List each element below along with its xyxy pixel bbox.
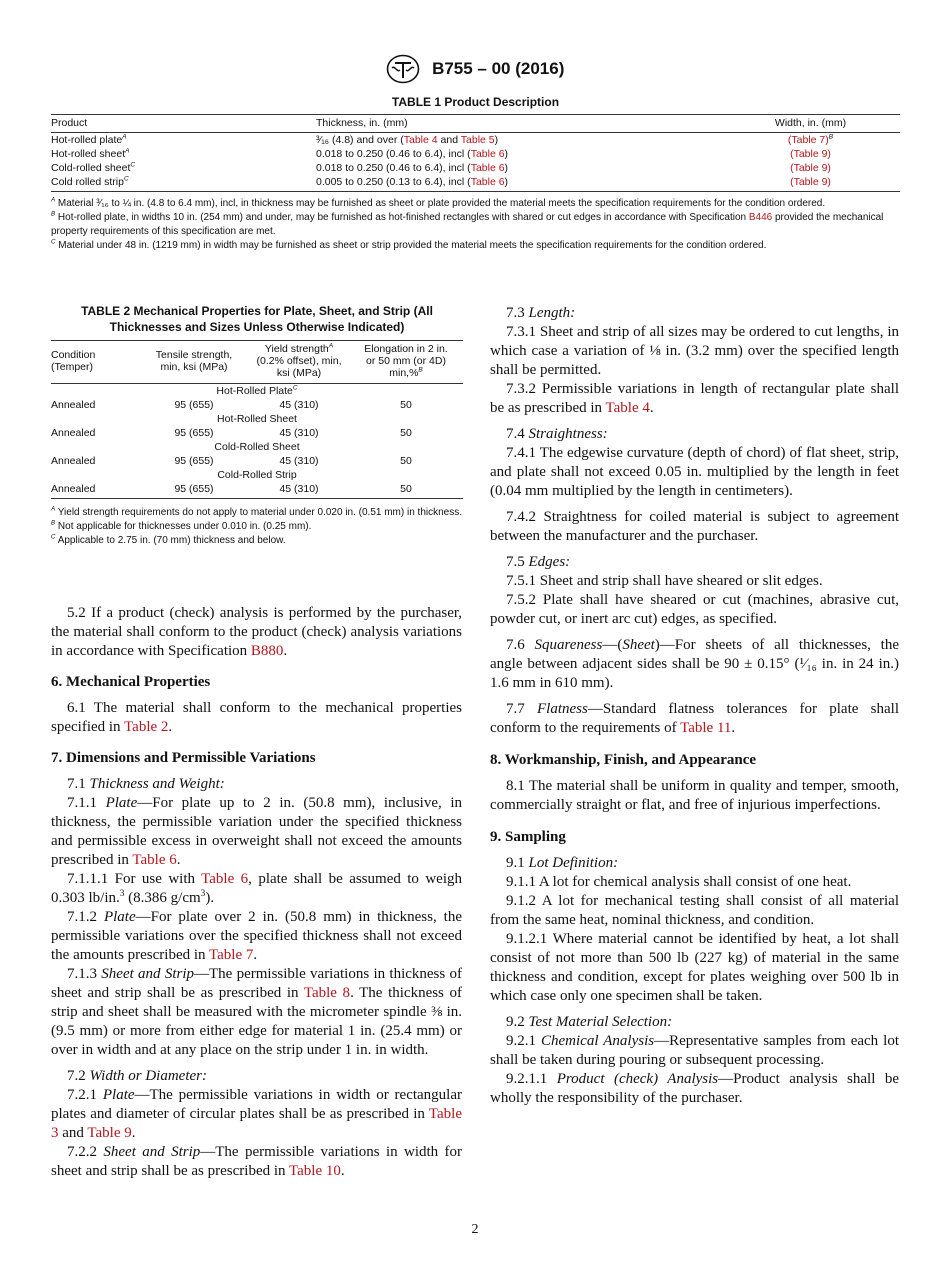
column-header-tensile: Tensile strength, min, ksi (MPa): [139, 341, 249, 384]
column-header-width: Width, in. (mm): [721, 115, 900, 133]
footnote-b: $^B$ Hot-rolled plate, in widths 10 in. (254 mm) and under, may be furnished as hot-finished rectangles with shared or cut edges in accordance with Specification B446 provided the mechanical property requirements of this specification are met.: [51, 210, 884, 237]
table-9-link[interactable]: Table 9: [793, 176, 828, 188]
footnote-a: $^A$ Yield strength requirements do not apply to material under 0.020 in. (0.51 mm) in thickness.: [51, 505, 463, 518]
table-row: Annealed 95 (655) 45 (310) 50: [51, 427, 412, 439]
paragraph-7-4: 7.4 Straightness:: [506, 426, 608, 442]
thickness-cell: ³⁄₁₆ (4.8) and over (Table 4 and Table 5): [316, 134, 499, 146]
astm-logo-icon: [386, 54, 420, 84]
paragraph-7-2: 7.2 Width or Diameter:: [67, 1068, 207, 1084]
table-9-link[interactable]: Table 9: [793, 162, 828, 174]
paragraph-5-2: 5.2 If a product (check) analysis is performed by the purchaser, the material shall conform to the product (check) analysis variations in accordance with Specification B880.: [51, 605, 462, 659]
page-number: 2: [471, 1222, 479, 1237]
mechanical-properties-table: [51, 340, 463, 499]
table2-header-row: [51, 341, 463, 384]
paragraph-7-3: 7.3 Length:: [506, 305, 576, 321]
b446-link[interactable]: B446: [748, 212, 773, 223]
table-8-link[interactable]: Table 8: [303, 985, 351, 1001]
table-2-link[interactable]: Table 2: [124, 719, 169, 735]
table-row: [51, 147, 900, 161]
paragraph-7-1-2: 7.1.2 Plate—For plate over 2 in. (50.8 mm) in thickness, the permissible variations over the specified thickness shall not exceed the amounts prescribed in Table 7.: [51, 909, 463, 963]
right-column: [490, 304, 899, 1108]
group-heading-row: Hot-Rolled Plate$^C$: [216, 384, 298, 397]
paragraph-9-1-1: 9.1.1 A lot for chemical analysis shall consist of one heat.: [506, 874, 852, 890]
section-heading-7: 7. Dimensions and Permissible Variations: [51, 750, 316, 766]
section-heading-9: 9. Sampling: [490, 829, 566, 845]
product-description-table: [51, 114, 900, 192]
width-cell: (Table 9): [790, 148, 831, 160]
width-cell: (Table 7)$^B$: [787, 133, 834, 146]
left-column: [51, 604, 462, 1181]
paragraph-7-5-1: 7.5.1 Sheet and strip shall have sheared or slit edges.: [506, 573, 823, 589]
table-7-link[interactable]: Table 7: [791, 134, 826, 146]
table-row: Annealed 95 (655) 45 (310) 50: [51, 482, 463, 499]
table-11-link[interactable]: Table 11: [680, 720, 732, 736]
paragraph-9-1-2: 9.1.2 A lot for mechanical testing shall consist of all material from the same heat, nominal thickness, and condition.: [490, 893, 899, 928]
table-6-link[interactable]: Table 6: [132, 852, 177, 868]
table-row: [51, 133, 900, 148]
group-heading-row: Hot-Rolled Sheet: [217, 413, 297, 425]
paragraph-7-6: 7.6 Squareness—(Sheet)—For sheets of all thicknesses, the angle between adjacent sides shall be 90 ± 0.15° (¹⁄₁₆ in. in 24 in.) 1.6 mm in 610 mm).: [490, 637, 900, 691]
table-6-link[interactable]: Table 6: [470, 162, 505, 174]
table-6-link[interactable]: Table 6: [470, 148, 505, 160]
paragraph-7-1: 7.1 Thickness and Weight:: [67, 776, 225, 792]
table1-title: TABLE 1 Product Description: [391, 95, 560, 109]
paragraph-7-1-3: 7.1.3 Sheet and Strip—The permissible variations in thickness of sheet and strip shall be as prescribed in Table 8. The thickness of strip and sheet shall be measured with the micrometer spindle ⅜ in. (9.5 mm) or more from either edge for material 1 in. (25.4 mm) or over in width and at any place on the strip under 1 in. in width.: [51, 966, 463, 1058]
paragraph-6-1: 6.1 The material shall conform to the mechanical properties specified in Table 2.: [51, 700, 462, 735]
group-heading-row: Cold-Rolled Sheet: [214, 441, 300, 453]
table2-title: TABLE 2 Mechanical Properties for Plate, Sheet, and Strip (All Thicknesses and Sizes Unless Otherwise Indicated): [81, 304, 433, 334]
table-row: [51, 161, 900, 175]
table-4-link[interactable]: Table 4: [605, 400, 650, 416]
section-heading-6: 6. Mechanical Properties: [51, 674, 211, 690]
table-7-link[interactable]: Table 7: [209, 947, 254, 963]
paragraph-9-2: 9.2 Test Material Selection:: [506, 1014, 673, 1030]
paragraph-7-2-1: 7.2.1 Plate—The permissible variations in width or rectangular plates and diameter of circular plates shall be as prescribed in Table 3 and Table 9.: [51, 1087, 463, 1141]
paragraph-7-2-2: 7.2.2 Sheet and Strip—The permissible variations in width for sheet and strip shall be as prescribed in Table 10.: [51, 1144, 463, 1179]
paragraph-9-2-1-1: 9.2.1.1 Product (check) Analysis—Product analysis shall be wholly the responsibility of the purchaser.: [490, 1071, 899, 1106]
column-header-condition: Condition (Temper): [51, 341, 139, 384]
product-cell: Hot-rolled plate$^A$: [51, 133, 127, 146]
table1-footnotes: [51, 197, 900, 253]
table1-header-row: [51, 115, 900, 133]
paragraph-7-3-2: 7.3.2 Permissible variations in length of rectangular plate shall be as prescribed in Table 4.: [490, 381, 899, 416]
paragraph-7-5: 7.5 Edges:: [506, 554, 571, 570]
product-cell: Cold-rolled sheet$^C$: [51, 161, 136, 174]
thickness-cell: 0.005 to 0.250 (0.13 to 6.4), incl (Table 6): [316, 175, 721, 192]
table-row: Annealed 95 (655) 45 (310) 50: [51, 455, 412, 467]
table-6-link[interactable]: Table 6: [201, 871, 249, 887]
paragraph-9-1-2-1: 9.1.2.1 Where material cannot be identified by heat, a lot shall consist of not more than 500 lb (227 kg) of material in the same thickness and condition, except for plates weighing over 500 lb in which case only one specimen shall be taken.: [490, 931, 899, 1004]
table-row: Annealed 95 (655) 45 (310) 50: [51, 399, 412, 411]
product-cell: Cold rolled strip$^C$: [51, 175, 316, 192]
group-heading-row: Cold-Rolled Strip: [217, 469, 297, 481]
table-3-link[interactable]: Table 3: [51, 1106, 462, 1141]
table-10-link[interactable]: Table 10: [289, 1163, 341, 1179]
footnote-c: $^C$ Applicable to 2.75 in. (70 mm) thickness and below.: [51, 533, 286, 546]
paragraph-7-4-2: 7.4.2 Straightness for coiled material is subject to agreement between the manufacturer and the purchaser.: [490, 509, 899, 544]
paragraph-7-1-1-1: 7.1.1.1 For use with Table 6, plate shall be assumed to weigh 0.303 lb/in.$^3$ (8.386 $g/cm^3$).: [51, 871, 462, 906]
paragraph-9-2-1: 9.2.1 Chemical Analysis—Representative samples from each lot shall be taken during pouring or subsequent processing.: [490, 1033, 900, 1068]
paragraph-7-3-1: 7.3.1 Sheet and strip of all sizes may be ordered to cut lengths, in which case a variation of ⅛ in. (3.2 mm) over the specified length shall be permitted.: [490, 324, 899, 378]
b880-link[interactable]: B880: [250, 643, 284, 659]
document-code: B755 – 00 (2016): [432, 59, 565, 78]
paragraph-7-1-1: 7.1.1 Plate—For plate up to 2 in. (50.8 mm), inclusive, in thickness, the permissible variation under the specified thickness and permissible excess in overweight shall not exceed the amounts prescribed in Table 6.: [51, 795, 462, 868]
table-5-link[interactable]: Table 5: [460, 134, 495, 146]
paragraph-7-7: 7.7 Flatness—Standard flatness tolerances for plate shall conform to the requirements of Table 11.: [490, 701, 899, 736]
section-heading-8: 8. Workmanship, Finish, and Appearance: [490, 752, 757, 768]
table-row: [51, 175, 900, 192]
width-cell: (Table 9): [721, 175, 900, 192]
paragraph-9-1: 9.1 Lot Definition:: [506, 855, 619, 871]
thickness-cell: 0.018 to 0.250 (0.46 to 6.4), incl (Table 6): [316, 162, 509, 174]
column-header-thickness: Thickness, in. (mm): [316, 115, 721, 133]
width-cell: (Table 9): [790, 162, 831, 174]
paragraph-7-5-2: 7.5.2 Plate shall have sheared or cut (machines, abrasive cut, powder cut, or inert arc cut) edges, as specified.: [490, 592, 899, 627]
page-header: [0, 54, 950, 84]
table2-footnotes: [51, 506, 463, 548]
table-6-link[interactable]: Table 6: [470, 176, 505, 188]
column-header-product: Product: [51, 115, 316, 133]
column-header-elongation: Elongation in 2 in. or 50 mm (or 4D) min,%$^B$: [349, 341, 463, 384]
table-9-link[interactable]: Table 9: [793, 148, 828, 160]
thickness-cell: 0.018 to 0.250 (0.46 to 6.4), incl (Table 6): [316, 148, 509, 160]
paragraph-8-1: 8.1 The material shall be uniform in quality and temper, smooth, commercially straight or flat, and free of injurious imperfections.: [490, 778, 899, 813]
product-cell: Hot-rolled sheet$^A$: [51, 147, 130, 160]
table-9-link[interactable]: Table 9: [87, 1125, 132, 1141]
footnote-b: $^B$ Not applicable for thicknesses under 0.010 in. (0.25 mm).: [51, 519, 312, 532]
paragraph-7-4-1: 7.4.1 The edgewise curvature (depth of chord) of flat sheet, strip, and plate shall not exceed 0.05 in. multiplied by the length in feet (0.04 mm multiplied by the length in centimeters).: [490, 445, 899, 499]
footnote-a: $^A$ Material ³⁄₁₆ to ¼ in. (4.8 to 6.4 mm), incl, in thickness may be furnished as sheet or plate provided the material meets the specification requirements for the condition ordered.: [51, 196, 826, 209]
column-header-yield: Yield strength$^A$ (0.2% offset), min, ksi (MPa): [249, 341, 349, 384]
table-4-link[interactable]: Table 4: [403, 134, 438, 146]
footnote-c: $^C$ Material under 48 in. (1219 mm) in width may be furnished as sheet or strip provided the material meets the specification requirements for the condition ordered.: [51, 238, 767, 251]
